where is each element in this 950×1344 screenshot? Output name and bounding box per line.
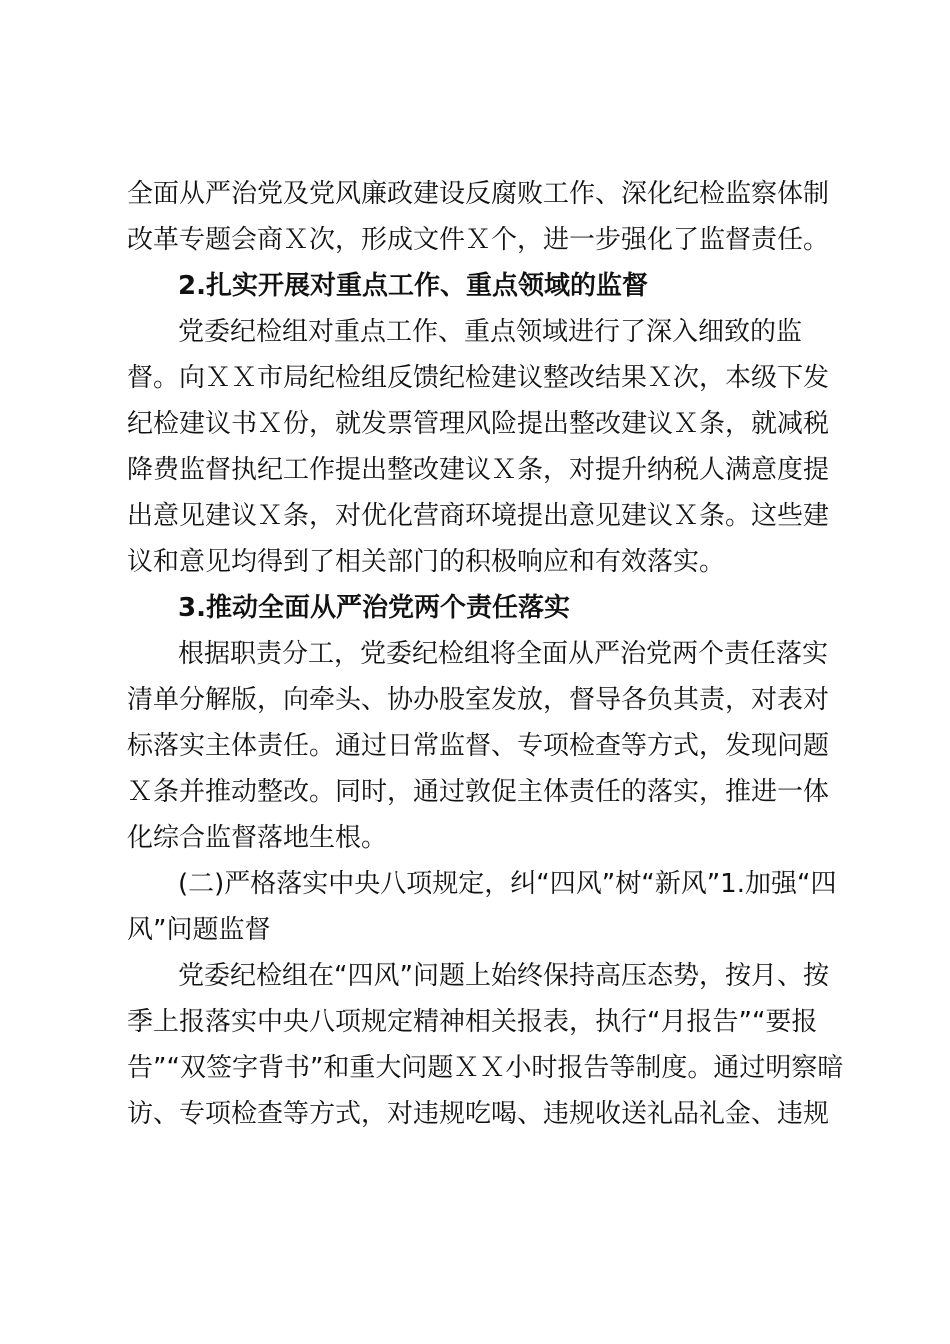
paragraph-line: 议和意见均得到了相关部门的积极响应和有效落实。 — [127, 547, 726, 577]
paragraph-line: 党委纪检组在“四风”问题上始终保持高压态势，按月、按 — [178, 961, 829, 991]
paragraph-line: Ｘ条并推动整改。同时，通过敦促主体责任的落实，推进一体 — [127, 777, 830, 807]
paragraph-line: 季上报落实中央八项规定精神相关报表，执行“月报告”“要报 — [127, 1007, 818, 1037]
paragraph-line: 化综合监督落地生根。 — [127, 823, 388, 853]
section-heading: 2.扎实开展对重点工作、重点领域的监督 — [178, 271, 648, 301]
paragraph-line: 标落实主体责任。通过日常监督、专项检查等方式，发现问题 — [127, 731, 830, 761]
paragraph-line: 告”“双签字背书”和重大问题ＸＸ小时报告等制度。通过明察暗 — [127, 1053, 844, 1083]
paragraph-line: 全面从严治党及党风廉政建设反腐败工作、深化纪检监察体制 — [127, 179, 830, 209]
section-heading: 3.推动全面从严治党两个责任落实 — [178, 593, 570, 623]
paragraph-line: 纪检建议书Ｘ份，就发票管理风险提出整改建议Ｘ条，就减税 — [127, 409, 830, 439]
paragraph-line: 降费监督执纪工作提出整改建议Ｘ条，对提升纳税人满意度提 — [127, 455, 830, 485]
section-heading: (二)严格落实中央八项规定，纠“四风”树“新风”1.加强“四 — [178, 869, 837, 899]
paragraph-line: 清单分解版，向牵头、协办股室发放，督导各负其责，对表对 — [127, 685, 830, 715]
paragraph-line: 访、专项检查等方式，对违规吃喝、违规收送礼品礼金、违规 — [127, 1099, 830, 1129]
paragraph-line: 出意见建议Ｘ条，对优化营商环境提出意见建议Ｘ条。这些建 — [127, 501, 830, 531]
paragraph-line: 党委纪检组对重点工作、重点领域进行了深入细致的监 — [178, 317, 803, 347]
paragraph-line: 督。向ＸＸ市局纪检组反馈纪检建议整改结果Ｘ次，本级下发 — [127, 363, 830, 393]
paragraph-line: 根据职责分工，党委纪检组将全面从严治党两个责任落实 — [178, 639, 829, 669]
section-heading: 风”问题监督 — [127, 915, 271, 945]
paragraph-line: 改革专题会商Ｘ次，形成文件Ｘ个，进一步强化了监督责任。 — [127, 225, 830, 255]
